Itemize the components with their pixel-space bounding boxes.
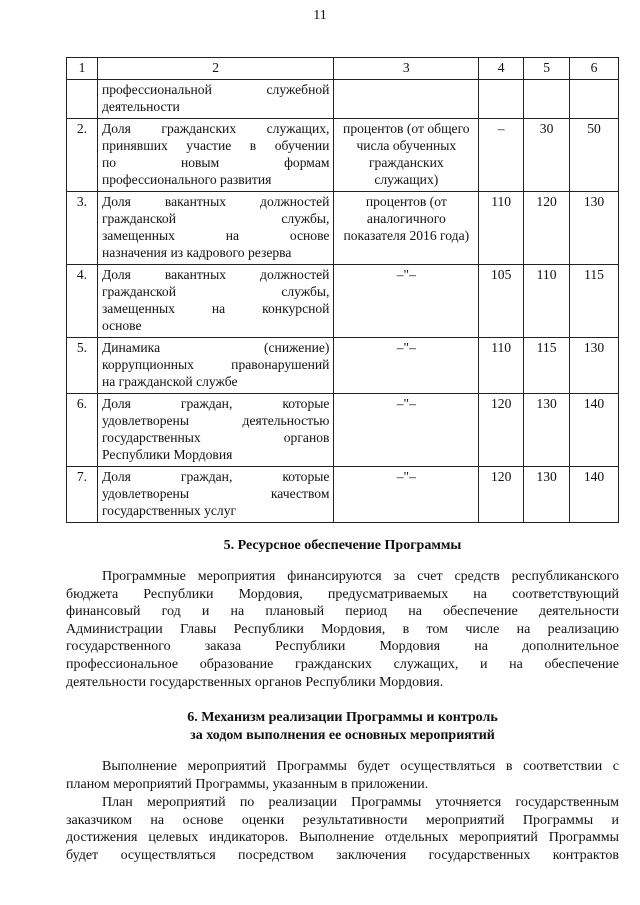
table-header-row [67,58,619,80]
paragraph-line: достижения целевых индикаторов. Выполнение отдельных мероприятий Программы [66,830,619,846]
unit-cell: –"– [334,338,479,394]
value-cell-4: 110 [479,192,524,265]
unit-cell [334,80,479,119]
indicator-name-line: Динамика (снижение) [101,340,330,355]
paragraph-line: План мероприятий по реализации Программы уточняется государственным [102,795,619,810]
indicator-name-line: по новым формам [101,155,330,170]
value-cell-6 [570,80,619,119]
indicator-name-line: Республики Мордовия [101,447,233,462]
table-row [67,394,619,467]
paragraph-line: деятельности государственных органов Республики Мордовия. [66,674,444,690]
value-cell-4 [479,80,524,119]
indicator-name-line: гражданской службы, [101,284,330,299]
header-cell: 2 [97,58,334,80]
section6-paragraph-1 [66,758,619,793]
value-cell-4: 110 [479,338,524,394]
table-row [67,467,619,523]
indicator-name [97,119,334,192]
indicator-name-line: замещенных на основе [101,228,330,243]
table-row [67,192,619,265]
indicator-name-line: Доля гражданских служащих, [101,121,330,136]
header-cell: 3 [334,58,479,80]
table-row [67,338,619,394]
indicator-name [97,338,334,394]
indicators-table [66,57,619,523]
value-cell-5: 120 [524,192,570,265]
table-row [67,119,619,192]
header-cell: 5 [524,58,570,80]
indicator-name-line: Доля граждан, которые [101,396,330,411]
value-cell-4: 120 [479,467,524,523]
value-cell-5: 110 [524,265,570,338]
indicator-name-line: деятельности [101,99,180,114]
paragraph-line: профессиональное образование гражданских служащих, и на обеспечение [66,656,619,672]
paragraph-line: Выполнение мероприятий Программы будет осуществляться в соответствии с [102,759,619,774]
value-cell-6: 140 [570,394,619,467]
value-cell-5: 130 [524,467,570,523]
row-number: 3. [67,192,98,265]
indicator-name-line: профессиональной служебной [101,82,330,97]
section5-title: 5. Ресурсное обеспечение Программы [223,538,462,553]
value-cell-6: 130 [570,338,619,394]
indicator-name-line: гражданской службы, [101,211,330,226]
value-cell-5 [524,80,570,119]
row-number: 6. [67,394,98,467]
table-row [67,80,619,119]
unit-cell: –"– [334,394,479,467]
section6-title-line2: за ходом выполнения ее основных мероприятий [190,728,495,743]
indicator-name [97,394,334,467]
value-cell-5: 30 [524,119,570,192]
paragraph-line: финансовый год и на плановый период на обеспечение деятельности [66,604,619,620]
header-cell: 1 [67,58,98,80]
value-cell-6: 50 [570,119,619,192]
row-number [67,80,98,119]
paragraph-line: планом мероприятий Программы, указанным в приложении. [66,776,429,792]
indicator-name-line: удовлетворены качеством [101,486,330,501]
value-cell-5: 130 [524,394,570,467]
row-number: 4. [67,265,98,338]
indicator-name [97,80,334,119]
indicator-name-line: назначения из кадрового резерва [101,245,292,260]
indicator-name-line: принявших участие в обучении [101,138,330,153]
indicator-name [97,467,334,523]
indicator-name [97,192,334,265]
indicator-name-line: профессионального развития [101,172,272,187]
paragraph-line: Программные мероприятия финансируются за счет средств республиканского [102,569,619,584]
unit-cell: –"– [334,467,479,523]
paragraph-line: будет осуществляться посредством заключения государственных контрактов [66,847,619,863]
indicator-name-line: удовлетворены деятельностью [101,413,330,428]
paragraph-line: заказчиком на основе оценки результативности мероприятий Программы и [66,812,619,828]
paragraph-line: Администрации Главы Республики Мордовия, в том числе на реализацию [66,621,619,637]
unit-cell: процентов (от аналогичного показателя 2016 года) [334,192,479,265]
indicator-name-line: замещенных на конкурсной [101,301,330,316]
indicator-name [97,265,334,338]
paragraph-line: государственного заказа Республики Мордовия на дополнительное [66,639,619,655]
value-cell-6: 140 [570,467,619,523]
row-number: 5. [67,338,98,394]
row-number: 2. [67,119,98,192]
section6-paragraph-2 [66,794,619,864]
indicator-name-line: Доля вакантных должностей [101,194,330,209]
row-number: 7. [67,467,98,523]
indicator-name-line: на гражданской службе [101,374,238,389]
value-cell-5: 115 [524,338,570,394]
indicator-name-line: Доля граждан, которые [101,469,330,484]
header-cell: 4 [479,58,524,80]
unit-cell: –"– [334,265,479,338]
value-cell-4: 120 [479,394,524,467]
paragraph-line: бюджета Республики Мордовия, предусматриваемых на соответствующий [66,586,619,602]
indicator-name-line: государственных услуг [101,503,237,518]
value-cell-4: 105 [479,265,524,338]
table-row [67,265,619,338]
page-number: 11 [313,8,327,23]
indicator-name-line: основе [101,318,142,333]
section5-paragraph [66,568,619,691]
indicator-name-line: государственных органов [101,430,330,445]
header-cell: 6 [570,58,619,80]
indicator-name-line: коррупционных правонарушений [101,357,330,372]
value-cell-6: 115 [570,265,619,338]
section6-title-line1: 6. Механизм реализации Программы и контроль [187,710,498,725]
unit-cell: процентов (от общего числа обученных гражданских служащих) [334,119,479,192]
value-cell-6: 130 [570,192,619,265]
value-cell-4: – [479,119,524,192]
indicator-name-line: Доля вакантных должностей [101,267,330,282]
